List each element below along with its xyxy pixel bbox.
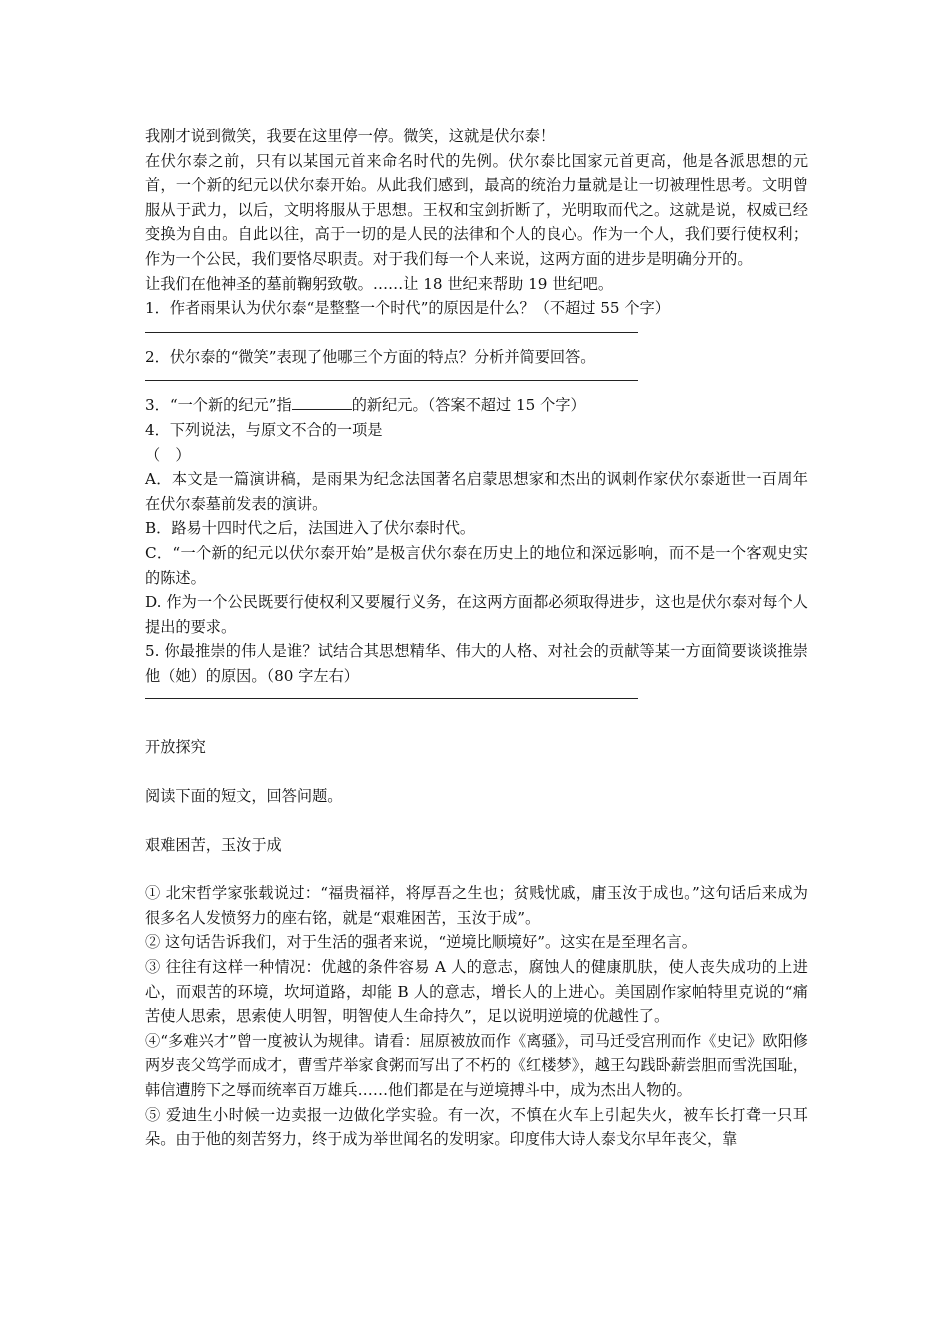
answer-line-2[interactable] [145,380,638,381]
option-b: B．路易十四时代之后，法国进入了伏尔泰时代。 [145,519,476,538]
question-4-answer-paren: （ ） [145,445,191,464]
essay-paragraph-2: ② 这句话告诉我们，对于生活的强者来说，“逆境比顺境好”。这实在是至理名言。 [145,933,697,952]
passage-paragraph-1: 我刚才说到微笑，我要在这里停一停。微笑，这就是伏尔泰！ [145,127,556,145]
option-c: C．“一个新的纪元以伏尔泰开始”是极言伏尔泰在历史上的地位和深远影响，而不是一个客观史实的陈述。 [145,543,808,587]
passage-paragraph-2: 在伏尔泰之前，只有以某国元首来命名时代的先例。伏尔泰比国家元首更高，他是各派思想的元首，一个新的纪元以伏尔泰开始。从此我们感到，最高的统治力量就是让一切被理性思考。文明曾服从于武力，以后，文明将服从于思想。王权和宝剑折断了，光明取而代之。这就是说，权威已经变换为自由。自此以往，高于一切的是人民的法律和个人的良心。作为一个人，我们要行使权利；作为一个公民，我们要恪尽职责。对于我们每一个人来说，这两方面的进步是明确分开的。 [145,151,808,268]
question-4: 4．下列说法，与原文不合的一项是 [145,420,383,439]
question-3-prefix: 3．“一个新的纪元”指 [145,396,292,415]
option-d: D. 作为一个公民既要行使权利又要履行义务，在这两方面都必须取得进步，这也是伏尔泰对每个人提出的要求。 [145,593,808,636]
section-heading: 开放探究 [145,738,206,757]
spacer [145,857,808,881]
essay-title: 艰难困苦，玉汝于成 [145,835,282,854]
essay-paragraph-4: ④“多难兴才”曾一度被认为规律。请看：屈原被放而作《离骚》，司马迁受宫刑而作《史记》欧阳修两岁丧父笃学而成才，曹雪芹举家食粥而写出了不朽的《红楼梦》，越王勾践卧薪尝胆而雪洗国耻，韩信遭胯下之辱而统率百万雄兵……他们都是在与逆境搏斗中，成为杰出人物的。 [145,1031,808,1099]
essay-paragraph-1: ① 北宋哲学家张载说过：“福贵福祥，将厚吾之生也；贫贱忧戚，庸玉汝于成也。”这句话后来成为很多名人发愤努力的座右铭，就是“艰难困苦，玉汝于成”。 [145,884,808,927]
answer-line-5[interactable] [145,698,638,699]
essay-paragraph-5: ⑤ 爱迪生小时候一边卖报一边做化学实验。有一次，不慎在火车上引起失火，被车长打聋一只耳朵。由于他的刻苦努力，终于成为举世闻名的发明家。印度伟大诗人泰戈尔早年丧父，靠 [145,1105,808,1149]
document-page [145,124,808,1152]
answer-line-1[interactable] [145,332,638,333]
question-3-blank[interactable] [292,394,352,410]
question-3-suffix: 的新纪元。（答案不超过 15 个字） [351,396,586,415]
spacer [145,809,808,833]
question-5: 5. 你最推崇的伟人是谁？试结合其思想精华、伟大的人格、对社会的贡献等某一方面简要谈谈推崇他（她）的原因。（80 字左右） [145,642,808,685]
passage-paragraph-3: 让我们在他神圣的墓前鞠躬致敬。……让 18 世纪来帮助 19 世纪吧。 [145,274,614,293]
section-instruction: 阅读下面的短文，回答问题。 [145,787,343,806]
question-2: 2．伏尔泰的“微笑”表现了他哪三个方面的特点？分析并简要回答。 [145,347,596,366]
spacer [145,711,808,735]
question-3 [145,393,808,418]
option-a: A．本文是一篇演讲稿，是雨果为纪念法国著名启蒙思想家和杰出的讽刺作家伏尔泰逝世一百周年在伏尔泰墓前发表的演讲。 [145,470,808,513]
spacer [145,760,808,784]
question-1: 1．作者雨果认为伏尔泰“是整整一个时代”的原因是什么？（不超过 55 个字） [145,299,670,318]
essay-paragraph-3: ③ 往往有这样一种情况：优越的条件容易 A 人的意志，腐蚀人的健康肌肤，使人丧失成功的上进心，而艰苦的环境，坎坷道路，却能 B 人的意志，增长人的上进心。美国剧作家帕特里克说的“痛苦使人思索，思索使人明智，明智使人生命持久”，足以说明逆境的优越性了。 [145,958,808,1026]
